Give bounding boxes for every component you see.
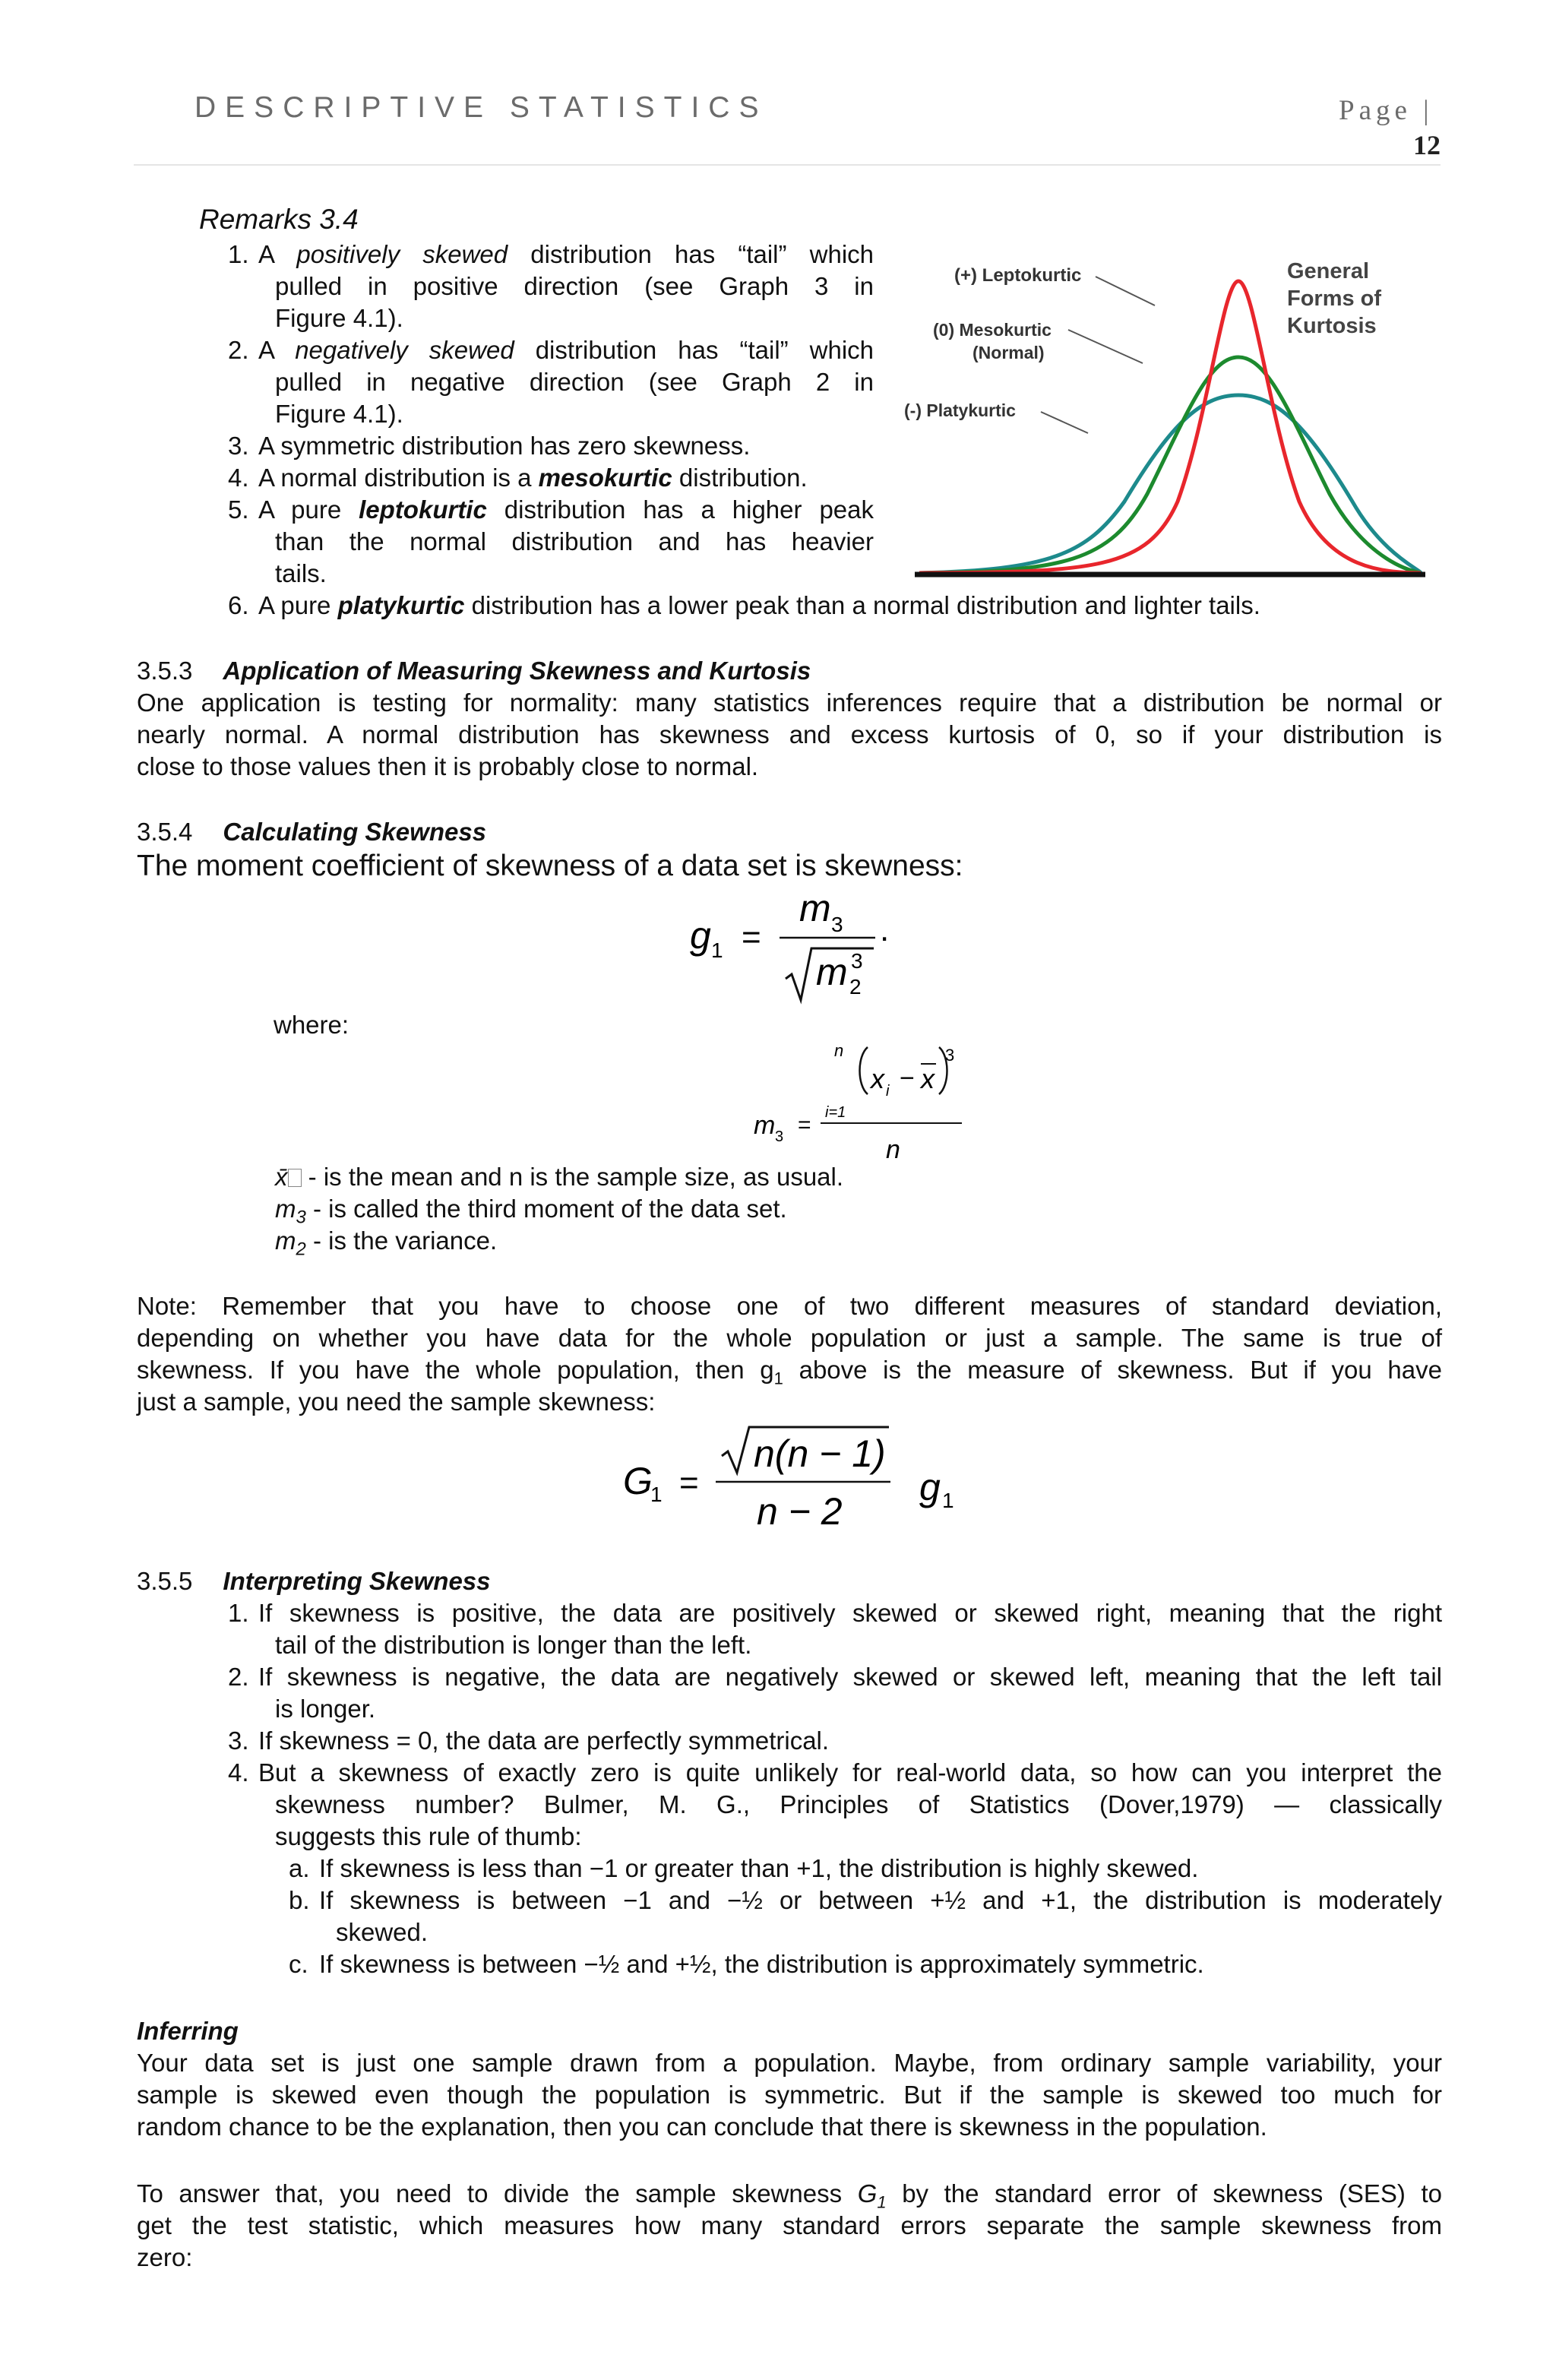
inferring-p1-line-1: Your data set is just one sample drawn from a population. Maybe, from ordinary sample variability, your <box>137 2049 1442 2077</box>
svg-text:1: 1 <box>650 1483 663 1506</box>
interp-item-2: 2. If skewness is negative, the data are negatively skewed or skewed left, meaning that the left tail is longer. <box>228 1663 1442 1723</box>
svg-text:i: i <box>886 1083 890 1100</box>
interp-sub-c: c. If skewness is between −½ and +½, the distribution is approximately symmetric. <box>289 1950 1204 1978</box>
remark-number: 1. <box>228 240 249 268</box>
svg-text:2: 2 <box>849 975 862 999</box>
where-label: where: <box>274 1011 349 1039</box>
mesokurtic-curve <box>919 357 1421 573</box>
section-354-heading: 3.5.4 Calculating Skewness <box>137 818 487 846</box>
interp-sub-a: a. If skewness is less than −1 or greater than +1, the distribution is highly skewed. <box>289 1854 1199 1882</box>
platykurtic-curve <box>919 395 1421 573</box>
page-number: 12 <box>1413 130 1441 160</box>
platy-pointer <box>1041 412 1088 433</box>
remark-item-5: 5. A pure leptokurtic distribution has a higher peak than the normal distribution and has heavier tails. <box>228 495 874 587</box>
inferring-heading: Inferring <box>137 2017 239 2045</box>
platy-label: (-) Platykurtic <box>904 400 1016 420</box>
section-353-line-3: close to those values then it is probably close to normal. <box>137 752 759 780</box>
figure-title-1: General <box>1287 259 1369 283</box>
svg-text:1: 1 <box>711 938 723 962</box>
lepto-pointer <box>1096 277 1155 305</box>
inferring-p2-line-1: To answer that, you need to divide the sample skewness $G_1$ by the standard error of skewness (SES) to <box>137 2179 1442 2212</box>
figure-title-2: Forms of <box>1287 286 1382 311</box>
svg-text:m: m <box>816 951 848 993</box>
svg-text:x: x <box>871 1063 884 1094</box>
svg-text:1: 1 <box>942 1489 954 1512</box>
def-m2: $m_2$ - is the variance. <box>275 1226 498 1260</box>
section-354-intro: The moment coefficient of skewness of a data set is skewness: <box>137 850 963 882</box>
svg-text:i=1: i=1 <box>825 1104 846 1121</box>
formula-G1 <box>608 1419 972 1541</box>
section-353-heading: 3.5.3 Application of Measuring Skewness and Kurtosis <box>137 657 811 685</box>
svg-text:n: n <box>886 1135 900 1164</box>
normal-label: (Normal) <box>972 343 1045 362</box>
header-rule <box>134 164 1441 166</box>
svg-text:.: . <box>880 911 890 948</box>
note-line-1: Note: Remember that you have to choose one of two different measures of standard deviation, <box>137 1292 1442 1320</box>
note-line-2: depending on whether you have data for the whole population or just a sample. The same is true of <box>137 1324 1442 1352</box>
interp-sub-b: b. If skewness is between −1 and −½ or between +½ and +1, the distribution is moderately skewed. <box>289 1886 1442 1946</box>
svg-text:n − 2: n − 2 <box>757 1490 843 1533</box>
remarks-title: Remarks 3.4 <box>199 204 359 235</box>
svg-text:−: − <box>900 1064 915 1093</box>
remark-item-1: 1. A positively skewed distribution has “tail” which pulled in positive direction (see Graph 3 in Figure 4.1). <box>228 240 874 332</box>
interp-item-4: 4. But a skewness of exactly zero is quite unlikely for real-world data, so how can you interpret the skewness number? Bulmer, M. G., Principles of Statistics (Dover,1979) — classically suggests this rule of thumb: <box>228 1758 1442 1850</box>
svg-text:3: 3 <box>831 913 843 936</box>
section-353-line-2: nearly normal. A normal distribution has skewness and excess kurtosis of 0, so if your distribution is <box>137 720 1442 748</box>
def-m3: $m_3$ - is called the third moment of the data set. <box>275 1195 787 1228</box>
kurtosis-figure <box>897 251 1436 585</box>
interp-item-1: 1. If skewness is positive, the data are positively skewed or skewed right, meaning that the right tail of the distribution is longer than the left. <box>228 1599 1442 1659</box>
svg-text:m: m <box>754 1111 776 1140</box>
svg-text:3: 3 <box>851 949 863 973</box>
svg-text:3: 3 <box>775 1128 784 1145</box>
inferring-p2-line-3: zero: <box>137 2243 193 2271</box>
figure-title-3: Kurtosis <box>1287 314 1377 338</box>
svg-text:=: = <box>742 919 761 956</box>
formula-g1 <box>684 889 912 1011</box>
meso-label: (0) Mesokurtic <box>933 320 1052 340</box>
remark-item-4: 4. A normal distribution is a mesokurtic distribution. <box>228 464 808 492</box>
svg-text:3: 3 <box>945 1046 955 1065</box>
svg-text:n: n <box>834 1041 844 1060</box>
svg-text:g: g <box>690 914 711 957</box>
svg-text:m: m <box>799 889 831 929</box>
inferring-p1-line-3: random chance to be the explanation, then you can conclude that there is skewness in the population. <box>137 2113 1267 2141</box>
header-title: DESCRIPTIVE STATISTICS <box>194 91 768 124</box>
svg-text:=: = <box>798 1112 811 1138</box>
remark-item-2: 2. A negatively skewed distribution has “tail” which pulled in negative direction (see Graph 2 in Figure 4.1). <box>228 336 874 428</box>
svg-text:g: g <box>919 1466 941 1508</box>
inferring-p2-line-2: get the test statistic, which measures how many standard errors separate the sample skewness from <box>137 2211 1442 2239</box>
interp-item-3: 3. If skewness = 0, the data are perfectly symmetrical. <box>228 1726 830 1755</box>
lepto-label: (+) Leptokurtic <box>954 265 1082 286</box>
section-353-line-1: One application is testing for normality: many statistics inferences require that a distribution be normal or <box>137 688 1442 717</box>
remark-item-6: 6. A pure platykurtic distribution has a lower peak than a normal distribution and lighter tails. <box>228 591 1260 619</box>
svg-text:G: G <box>623 1460 653 1502</box>
svg-text:=: = <box>679 1464 699 1502</box>
note-line-3: skewness. If you have the whole population, then $g_1$ above is the measure of skewness. But if you have <box>137 1356 1442 1388</box>
section-355-heading: 3.5.5 Interpreting Skewness <box>137 1567 491 1595</box>
def-mean: x̄ - is the mean and n is the sample size, as usual. <box>275 1163 844 1191</box>
svg-text:n(n − 1): n(n − 1) <box>754 1432 886 1475</box>
formula-m3 <box>745 1038 972 1167</box>
page-label: Page | <box>1339 95 1434 126</box>
remark-item-3: 3. A symmetric distribution has zero skewness. <box>228 432 751 460</box>
svg-text:x: x <box>921 1063 935 1094</box>
meso-pointer <box>1068 330 1143 363</box>
note-line-4: just a sample, you need the sample skewness: <box>137 1388 656 1416</box>
inferring-p1-line-2: sample is skewed even though the population is symmetric. But if the sample is skewed too much for <box>137 2081 1442 2109</box>
